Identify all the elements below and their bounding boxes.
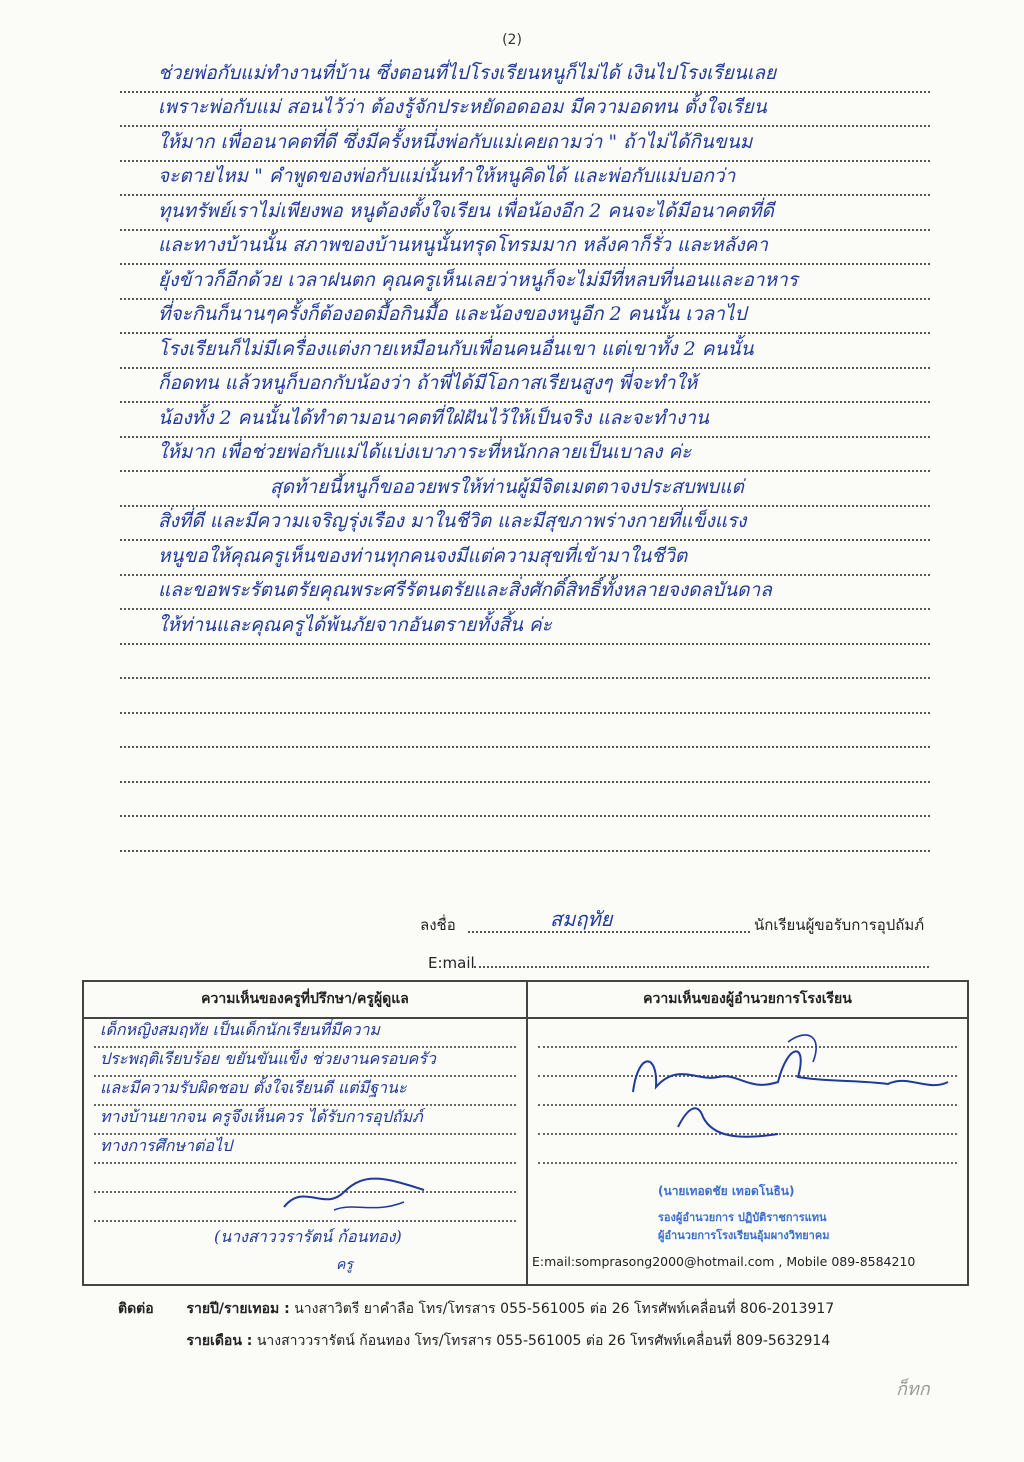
student-role-label: นักเรียนผู้ขอรับการอุปถัมภ์ bbox=[754, 916, 925, 934]
director-handwritten-signature bbox=[618, 1022, 958, 1152]
essay-line-text: ให้มาก เพื่อช่วยพ่อกับแม่ได้แบ่งเบาภาระที่หนักกลายเป็นเบาลง ค่ะ bbox=[158, 441, 692, 463]
contact-type-yearly: รายปี/รายเทอม : bbox=[186, 1301, 290, 1317]
teacher-comment-line bbox=[94, 1019, 516, 1048]
teacher-signature-mark bbox=[274, 1172, 434, 1222]
teacher-comment-text: และมีความรับผิดชอบ ตั้งใจเรียนดี แต่มีฐานะ bbox=[100, 1078, 407, 1097]
director-position-line-2: ผู้อำนวยการโรงเรียนอุ้มผางวิทยาคม bbox=[658, 1229, 830, 1242]
director-opinion-header: ความเห็นของผู้อำนวยการโรงเรียน bbox=[528, 982, 967, 1019]
email-dotted-line bbox=[474, 966, 929, 968]
corner-initials-mark: ก็ทก bbox=[896, 1379, 930, 1400]
essay-line-text: ที่จะกินก็นานๆครั้งก็ต้องอดมื้อกินมื้อ และน้องของหนูอีก 2 คนนั้น เวลาไป bbox=[158, 303, 747, 325]
essay-line bbox=[120, 438, 930, 473]
teacher-comment-line bbox=[94, 1106, 516, 1135]
essay-line bbox=[120, 334, 930, 369]
essay-line-text: เพราะพ่อกับแม่ สอนไว้ว่า ต้องรู้จักประหยัดอดออม มีความอดทน ตั้งใจเรียน bbox=[158, 96, 767, 118]
email-label: E:mail bbox=[428, 954, 475, 972]
teacher-comment-text: ทางการศึกษาต่อไป bbox=[100, 1136, 233, 1155]
essay-line bbox=[120, 231, 930, 266]
essay-line bbox=[120, 645, 930, 680]
essay-line bbox=[120, 507, 930, 542]
essay-line-text: และทางบ้านนั้น สภาพของบ้านหนูนั้นทรุดโทรมมาก หลังคาก็รั่ว และหลังคา bbox=[158, 234, 768, 256]
student-email-row bbox=[420, 948, 940, 972]
essay-line bbox=[120, 127, 930, 162]
teacher-comment-line bbox=[94, 1077, 516, 1106]
essay-line bbox=[120, 714, 930, 749]
essay-line-text: หนูขอให้คุณครูเห็นของท่านทุกคนจงมีแต่ความสุขที่เข้ามาในชีวิต bbox=[158, 544, 688, 567]
teacher-position: ครู bbox=[336, 1257, 353, 1273]
essay-line bbox=[120, 58, 930, 93]
contact-row-monthly bbox=[118, 1330, 830, 1352]
essay-line bbox=[120, 541, 930, 576]
contact-type-monthly: รายเดือน : bbox=[186, 1333, 253, 1349]
teacher-opinion-column bbox=[84, 982, 528, 1284]
teacher-comment-text: เด็กหญิงสมฤทัย เป็นเด็กนักเรียนที่มีความ bbox=[100, 1020, 380, 1039]
contact-details-yearly: นางสาวิตรี ยาคำลือ โทร/โทรสาร 055-561005 ต่อ 26 โทรศัพท์เคลื่อนที่ 806-2013917 bbox=[294, 1301, 835, 1317]
essay-line-text: ให้ท่านและคุณครูได้พ้นภัยจากอันตรายทั้งสิ้น ค่ะ bbox=[158, 613, 552, 636]
student-signature-name: สมฤทัย bbox=[550, 907, 613, 931]
essay-line bbox=[120, 403, 930, 438]
essay-line bbox=[120, 93, 930, 128]
teacher-comment-line bbox=[94, 1048, 516, 1077]
essay-line bbox=[120, 748, 930, 783]
essay-line-text: ก็อดทน แล้วหนูก็บอกกับน้องว่า ถ้าพี่ได้มีโอกาสเรียนสูงๆ พี่จะทำให้ bbox=[158, 372, 698, 394]
essay-line-text: ทุนทรัพย์เราไม่เพียงพอ หนูต้องตั้งใจเรียน เพื่อน้องอีก 2 คนจะได้มีอนาคตที่ดี bbox=[158, 199, 774, 222]
essay-line-text: ช่วยพ่อกับแม่ทำงานที่บ้าน ซึ่งตอนที่ไปโรงเรียนหนูก็ไม่ได้ เงินไปโรงเรียนเลย bbox=[158, 61, 777, 84]
contact-details-monthly: นางสาววรารัตน์ ก้อนทอง โทร/โทรสาร 055-561005 ต่อ 26 โทรศัพท์เคลื่อนที่ 809-5632914 bbox=[256, 1333, 831, 1349]
essay-line bbox=[120, 265, 930, 300]
teacher-comment-line bbox=[94, 1135, 516, 1164]
contact-row-yearly bbox=[118, 1298, 834, 1320]
essay-line bbox=[120, 679, 930, 714]
essay-line bbox=[120, 196, 930, 231]
student-signature-row bbox=[420, 907, 940, 937]
essay-line bbox=[120, 300, 930, 335]
essay-line bbox=[120, 576, 930, 611]
opinion-box bbox=[82, 980, 969, 1286]
page-number: (2) bbox=[502, 32, 522, 48]
teacher-opinion-header: ความเห็นของครูที่ปรึกษา/ครูผู้ดูแล bbox=[84, 982, 526, 1019]
teacher-comment-text: ประพฤติเรียบร้อย ขยันขันแข็ง ช่วยงานครอบครัว bbox=[100, 1049, 436, 1068]
essay-line bbox=[120, 369, 930, 404]
essay-line bbox=[120, 817, 930, 852]
signature-label: ลงชื่อ bbox=[420, 916, 456, 934]
director-position-line-1: รองผู้อำนวยการ ปฏิบัติราชการแทน bbox=[658, 1211, 827, 1224]
director-contact-line: E:mail:somprasong2000@hotmail.com , Mobile 089-8584210 bbox=[532, 1254, 916, 1269]
essay-line bbox=[120, 472, 930, 507]
essay-line-text: ยุ้งข้าวก็อีกด้วย เวลาฝนตก คุณครูเห็นเลยว่าหนูก็จะไม่มีที่หลบที่นอนและอาหาร bbox=[158, 268, 798, 291]
essay-line-text: และขอพระรัตนตรัยคุณพระศรีรัตนตรัยและสิ่งศักดิ์สิทธิ์ทั้งหลายจงดลบันดาล bbox=[158, 579, 772, 601]
contact-label: ติดต่อ bbox=[118, 1301, 154, 1317]
director-name: (นายเทอดชัย เทอดโนธิน) bbox=[658, 1184, 795, 1198]
essay-line-text: น้องทั้ง 2 คนนั้นได้ทำตามอนาคตที่ใฝ่ฝันไว้ให้เป็นจริง และจะทำงาน bbox=[158, 406, 709, 429]
teacher-name: (นางสาววรารัตน์ ก้อนทอง) bbox=[214, 1227, 402, 1246]
essay-line bbox=[120, 610, 930, 645]
essay-line-text: สิ่งที่ดี และมีความเจริญรุ่งเรือง มาในชีวิต และมีสุขภาพร่างกายที่แข็งแรง bbox=[158, 510, 747, 532]
teacher-comment-text: ทางบ้านยากจน ครูจึงเห็นควร ได้รับการอุปถัมภ์ bbox=[100, 1107, 423, 1126]
essay-lines bbox=[120, 58, 930, 852]
essay-line-text: จะตายไหม " คำพูดของพ่อกับแม่นั้นทำให้หนูคิดได้ และพ่อกับแม่บอกว่า bbox=[158, 165, 736, 187]
essay-line bbox=[120, 162, 930, 197]
essay-line bbox=[120, 783, 930, 818]
essay-line-text: โรงเรียนก็ไม่มีเครื่องแต่งกายเหมือนกับเพื่อนคนอื่นเขา แต่เขาทั้ง 2 คนนั้น bbox=[158, 337, 754, 360]
essay-line-text: สุดท้ายนี้หนูก็ขออวยพรให้ท่านผู้มีจิตเมตตาจงประสบพบแต่ bbox=[270, 475, 744, 498]
director-opinion-column bbox=[528, 982, 967, 1284]
essay-line-text: ให้มาก เพื่ออนาคตที่ดี ซึ่งมีครั้งหนึ่งพ่อกับแม่เคยถามว่า " ถ้าไม่ได้กินขนม bbox=[158, 130, 753, 153]
